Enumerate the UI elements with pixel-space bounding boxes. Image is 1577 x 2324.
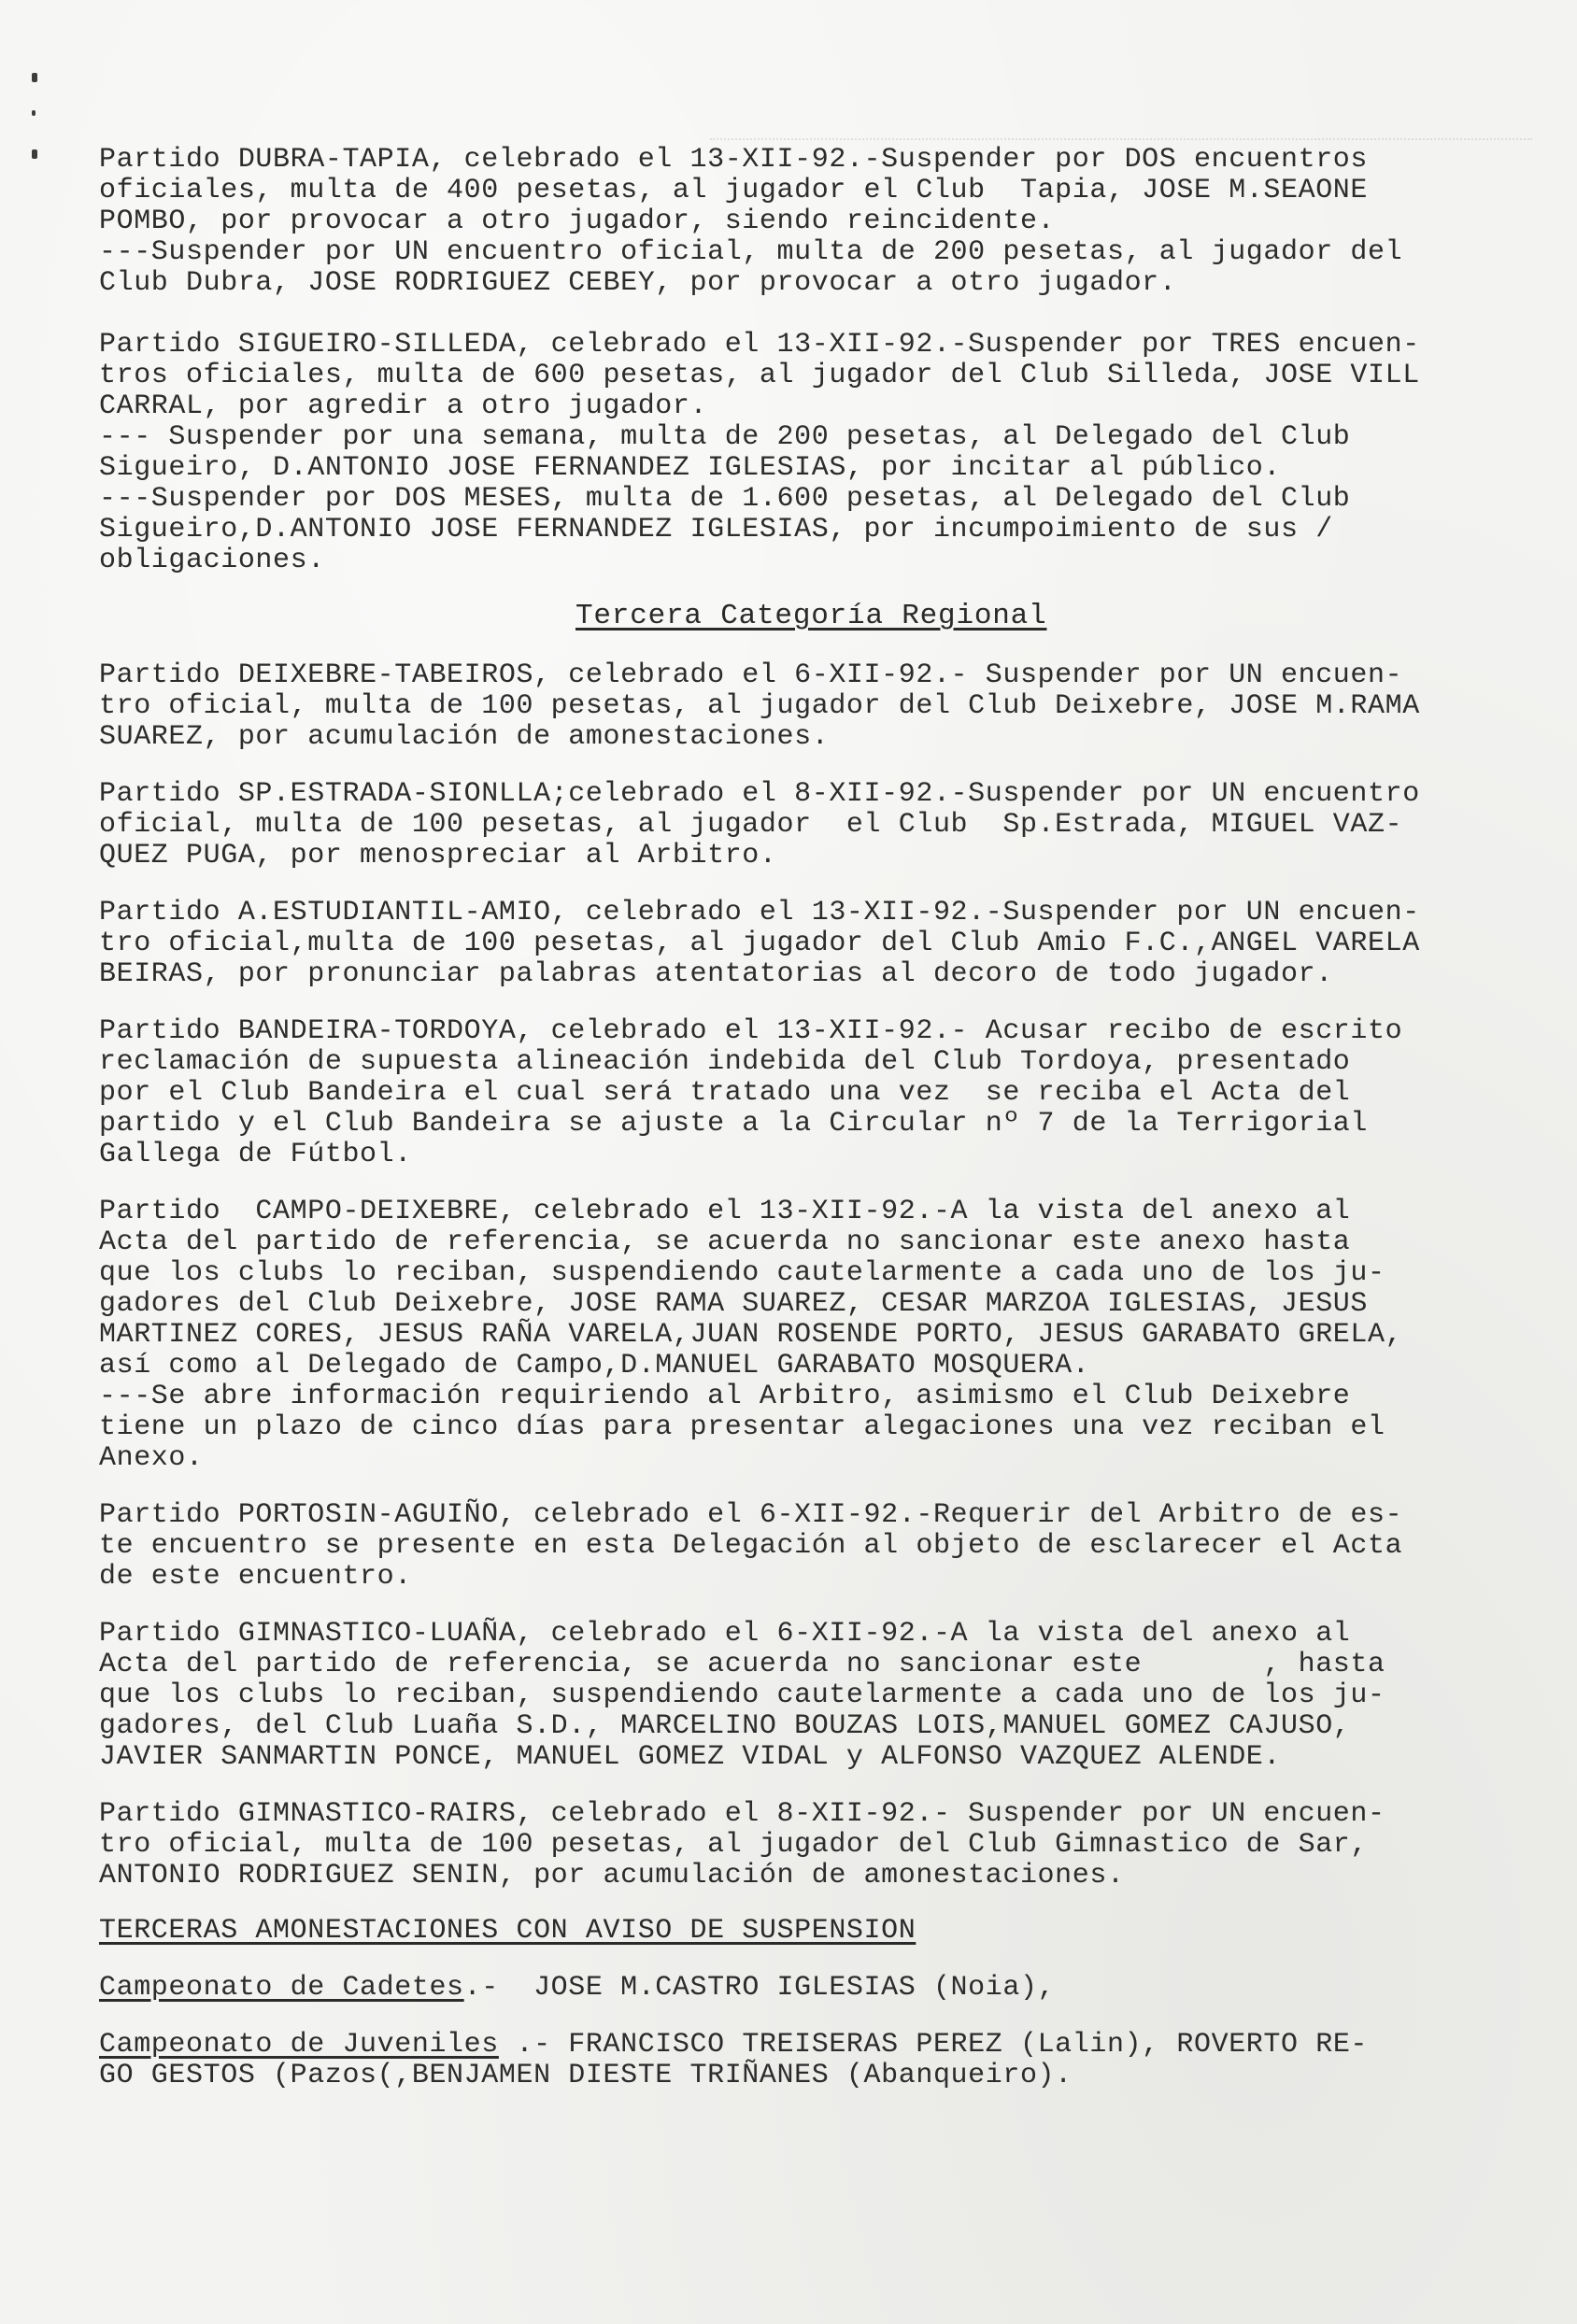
binder-hole-mark — [32, 110, 36, 116]
cadetes-label: Campeonato de Cadetes — [99, 1972, 464, 2004]
section-heading-tercera-categoria: Tercera Categoría Regional — [575, 600, 1047, 632]
juveniles-line2: GO GESTOS (Pazos(,BENJAMEN DIESTE TRIÑANES (Abanqueiro). — [99, 2060, 1073, 2091]
paragraph-bandeira-tordoya: Partido BANDEIRA-TORDOYA, celebrado el 13-XII-92.- Acusar recibo de escrito reclamación de supuesta alineación indebida del Club Tordoya, presentado por el Club Bandeira el cual será tratado una vez se reciba el Acta del partido y el Club Bandeira se ajuste a la Circular nº 7 de la Terrigorial Gallega de Fútbol. — [99, 1015, 1403, 1170]
paragraph-campo-deixebre: Partido CAMPO-DEIXEBRE, celebrado el 13-XII-92.-A la vista del anexo al Acta del partido de referencia, se acuerda no sancionar este anexo hasta que los clubs lo reciban, suspendiendo cautelarmente a cada uno de los ju- gadores del Club Deixebre, JOSE RAMA SUAREZ, CESAR MARZOA IGLESIAS, JESUS MARTINEZ CORES, JESUS RAÑA VARELA,JUAN ROSENDE PORTO, JESUS GARABATO GRELA, así como al Delegado de Campo,D.MANUEL GARABATO MOSQUERA. ---Se abre información requiriendo al Arbitro, asimismo el Club Deixebre tiene un plazo de cinco días para presentar alegaciones una vez reciban el Anexo. — [99, 1196, 1403, 1474]
juveniles-block — [99, 2030, 1538, 2091]
juveniles-label: Campeonato de Juveniles — [99, 2029, 499, 2061]
document-body — [99, 145, 1538, 2091]
binder-hole-mark — [32, 149, 37, 159]
paragraph-gimnastico-luana: Partido GIMNASTICO-LUAÑA, celebrado el 6-XII-92.-A la vista del anexo al Acta del partido de referencia, se acuerda no sancionar este , hasta que los clubs lo reciban, suspendiendo cautelarmente a cada uno de los ju- gadores, del Club Luaña S.D., MARCELINO BOUZAS LOIS,MANUEL GOMEZ CAJUSO, JAVIER SANMARTIN PONCE, MANUEL GOMEZ VIDAL y ALFONSO VAZQUEZ ALENDE. — [99, 1618, 1385, 1773]
paragraph-sigueiro-silleda: Partido SIGUEIRO-SILLEDA, celebrado el 13-XII-92.-Suspender por TRES encuen- tros oficiales, multa de 600 pesetas, al jugador del Club Silleda, JOSE VILL CARRAL, por agredir a otro jugador. --- Suspender por una semana, multa de 200 pesetas, al Delegado del Club Sigueiro, D.ANTONIO JOSE FERNANDEZ IGLESIAS, por incitar al público. ---Suspender por DOS MESES, multa de 1.600 pesetas, al Delegado del Club Sigueiro,D.ANTONIO JOSE FERNANDEZ IGLESIAS, por incumpoimiento de sus / obligaciones. — [99, 329, 1420, 576]
warnings-heading: TERCERAS AMONESTACIONES CON AVISO DE SUSPENSION — [99, 1915, 916, 1947]
paragraph-gimnastico-rairs: Partido GIMNASTICO-RAIRS, celebrado el 8-XII-92.- Suspender por UN encuen- tro oficial, multa de 100 pesetas, al jugador del Club Gimnastico de Sar, ANTONIO RODRIGUEZ SENIN, por acumulación de amonestaciones. — [99, 1798, 1385, 1892]
paragraph-dubra-tapia: Partido DUBRA-TAPIA, celebrado el 13-XII-92.-Suspender por DOS encuentros oficiales, multa de 400 pesetas, al jugador el Club Tapia, JOSE M.SEAONE POMBO, por provocar a otro jugador, siendo reincidente. ---Suspender por UN encuentro oficial, multa de 200 pesetas, al jugador del Club Dubra, JOSE RODRIGUEZ CEBEY, por provocar a otro jugador. — [99, 144, 1403, 299]
binder-hole-mark — [32, 73, 37, 82]
paragraph-portosin-aguino: Partido PORTOSIN-AGUIÑO, celebrado el 6-XII-92.-Requerir del Arbitro de es- te encuentro se presente en esta Delegación al objeto de esclarecer el Acta de este encuentro. — [99, 1499, 1403, 1593]
cadetes-text: .- JOSE M.CASTRO IGLESIAS (Noia), — [463, 1972, 1056, 2004]
paragraph-estrada-sionlla: Partido SP.ESTRADA-SIONLLA;celebrado el 8-XII-92.-Suspender por UN encuentro oficial, multa de 100 pesetas, al jugador el Club Sp.Estrada, MIGUEL VAZ- QUEZ PUGA, por menospreciar al Arbitro. — [99, 778, 1420, 872]
paragraph-deixebre-tabeiros: Partido DEIXEBRE-TABEIROS, celebrado el 6-XII-92.- Suspender por UN encuen- tro oficial, multa de 100 pesetas, al jugador del Club Deixebre, JOSE M.RAMA SUAREZ, por acumulación de amonestaciones. — [99, 659, 1420, 753]
paragraph-estudiantil-amio: Partido A.ESTUDIANTIL-AMIO, celebrado el 13-XII-92.-Suspender por UN encuen- tro oficial,multa de 100 pesetas, al jugador del Club Amio F.C.,ANGEL VARELA BEIRAS, por pronunciar palabras atentatorias al decoro de todo jugador. — [99, 897, 1420, 990]
cadetes-line — [99, 1973, 1538, 2004]
juveniles-line1: .- FRANCISCO TREISERAS PEREZ (Lalin), ROVERTO RE- — [498, 2029, 1369, 2061]
